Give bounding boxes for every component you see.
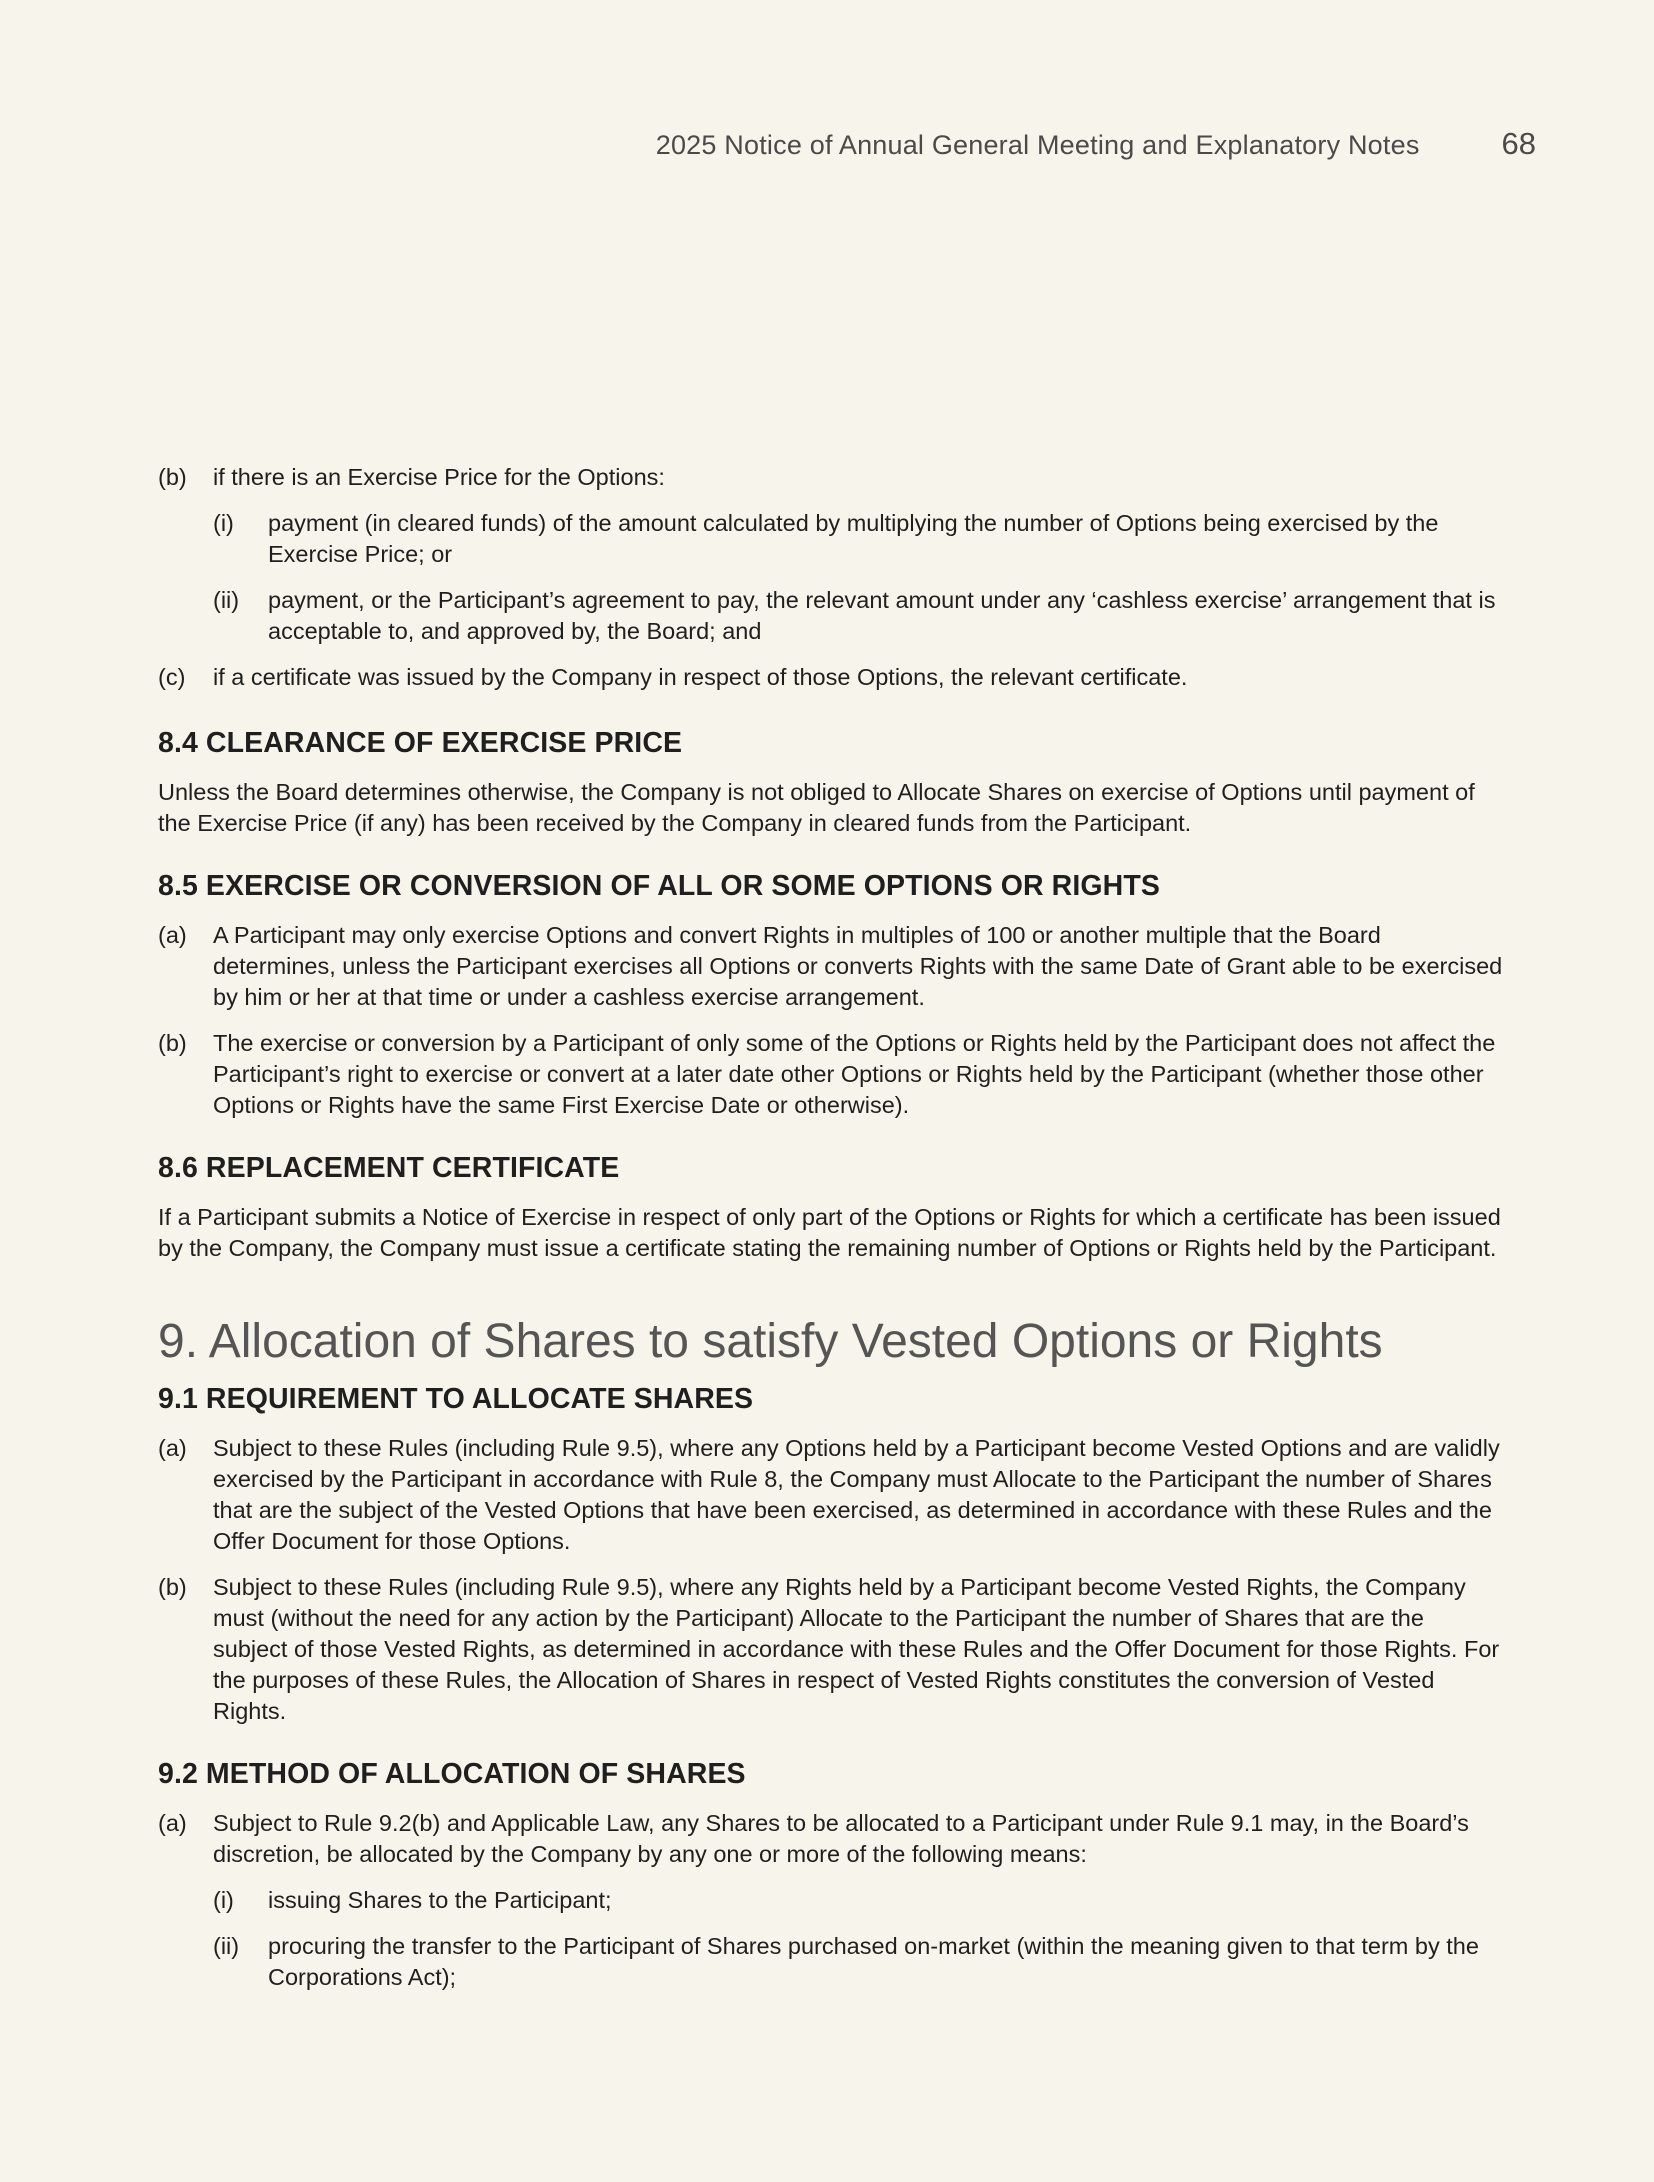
paragraph-8-6: If a Participant submits a Notice of Exercise in respect of only part of the Options or Rights for which a certificate has been issued by the Company, the Company must issue a certificate stating the remaining number of Options or Rights held by the Participant. <box>158 1204 1501 1261</box>
paragraph-8-4: Unless the Board determines otherwise, the Company is not obliged to Allocate Shares on exercise of Options until payment of the Exercise Price (if any) has been received by the Company in cleared funds from the Participant. <box>158 779 1475 836</box>
sublist-item-i <box>213 1885 1504 1916</box>
list-label: (b) <box>158 464 187 490</box>
list-label: (a) <box>158 1810 187 1836</box>
list-text: Subject to these Rules (including Rule 9.5), where any Rights held by a Participant become Vested Rights, the Company must (without the need for any action by the Participant) Allocate to the Participant the number of Shares that are the subject of those Vested Rights, as determined in accordance with these Rules and the Offer Document for those Rights. For the purposes of these Rules, the Allocation of Shares in respect of Vested Rights constitutes the conversion of Vested Rights. <box>213 1574 1500 1724</box>
list-item-b <box>158 1572 1504 1727</box>
sublist-text: payment (in cleared funds) of the amount calculated by multiplying the number of Options being exercised by the Exercise Price; or <box>268 510 1439 567</box>
section-heading-9-1: 9.1 REQUIREMENT TO ALLOCATE SHARES <box>158 1383 754 1415</box>
list-label: (b) <box>158 1030 187 1056</box>
list-text: Subject to these Rules (including Rule 9.5), where any Options held by a Participant become Vested Options and are validly exercised by the Participant in accordance with Rule 8, the Company must Allocate to the Participant the number of Shares that are the subject of the Vested Options that have been exercised, as determined in accordance with these Rules and the Offer Document for those Options. <box>213 1435 1500 1554</box>
sublist-label: (ii) <box>213 1933 240 1959</box>
list-label: (b) <box>158 1574 187 1600</box>
running-header <box>600 126 1536 162</box>
sublist-item-i <box>213 508 1504 570</box>
section-heading-8-6: 8.6 REPLACEMENT CERTIFICATE <box>158 1152 620 1184</box>
section-heading-8-4: 8.4 CLEARANCE OF EXERCISE PRICE <box>158 727 683 759</box>
list-item-b <box>158 462 1504 493</box>
sublist-label: (i) <box>213 1887 234 1913</box>
list-label: (a) <box>158 922 187 948</box>
page-body <box>158 462 1504 2008</box>
list-item-b <box>158 1028 1504 1121</box>
list-item-a <box>158 1433 1504 1557</box>
sublist-text: issuing Shares to the Participant; <box>268 1887 612 1913</box>
list-item-a <box>158 920 1504 1013</box>
section-heading-9-2: 9.2 METHOD OF ALLOCATION OF SHARES <box>158 1758 746 1790</box>
list-item-a <box>158 1808 1504 1870</box>
sublist-label: (i) <box>213 510 234 536</box>
list-text: Subject to Rule 9.2(b) and Applicable Law, any Shares to be allocated to a Participant under Rule 9.1 may, in the Board’s discretion, be allocated by the Company by any one or more of the following means: <box>213 1810 1469 1867</box>
sublist-item-ii <box>213 585 1504 647</box>
header-title: 2025 Notice of Annual General Meeting and Explanatory Notes <box>655 130 1420 160</box>
list-label: (c) <box>158 664 186 690</box>
list-text: if a certificate was issued by the Company in respect of those Options, the relevant certificate. <box>213 664 1188 690</box>
list-text: A Participant may only exercise Options and convert Rights in multiples of 100 or another multiple that the Board determines, unless the Participant exercises all Options or converts Rights with the same Date of Grant able to be exercised by him or her at that time or under a cashless exercise arrangement. <box>213 922 1503 1010</box>
section-heading-8-5: 8.5 EXERCISE OR CONVERSION OF ALL OR SOME OPTIONS OR RIGHTS <box>158 870 1160 902</box>
list-item-c <box>158 662 1504 693</box>
sublist-label: (ii) <box>213 587 240 613</box>
sublist-text: payment, or the Participant’s agreement to pay, the relevant amount under any ‘cashless exercise’ arrangement that is acceptable to, and approved by, the Board; and <box>268 587 1496 644</box>
page-number: 68 <box>1501 126 1536 161</box>
sublist-text: procuring the transfer to the Participant of Shares purchased on-market (within the meaning given to that term by the Corporations Act); <box>268 1933 1479 1990</box>
sublist-item-ii <box>213 1931 1504 1993</box>
list-label: (a) <box>158 1435 187 1461</box>
list-text: if there is an Exercise Price for the Options: <box>213 464 665 490</box>
chapter-heading-9: 9. Allocation of Shares to satisfy Vested Options or Rights <box>158 1315 1383 1368</box>
list-text: The exercise or conversion by a Participant of only some of the Options or Rights held by the Participant does not affect the Participant’s right to exercise or convert at a later date other Options or Rights held by the Participant (whether those other Options or Rights have the same First Exercise Date or otherwise). <box>213 1030 1496 1118</box>
